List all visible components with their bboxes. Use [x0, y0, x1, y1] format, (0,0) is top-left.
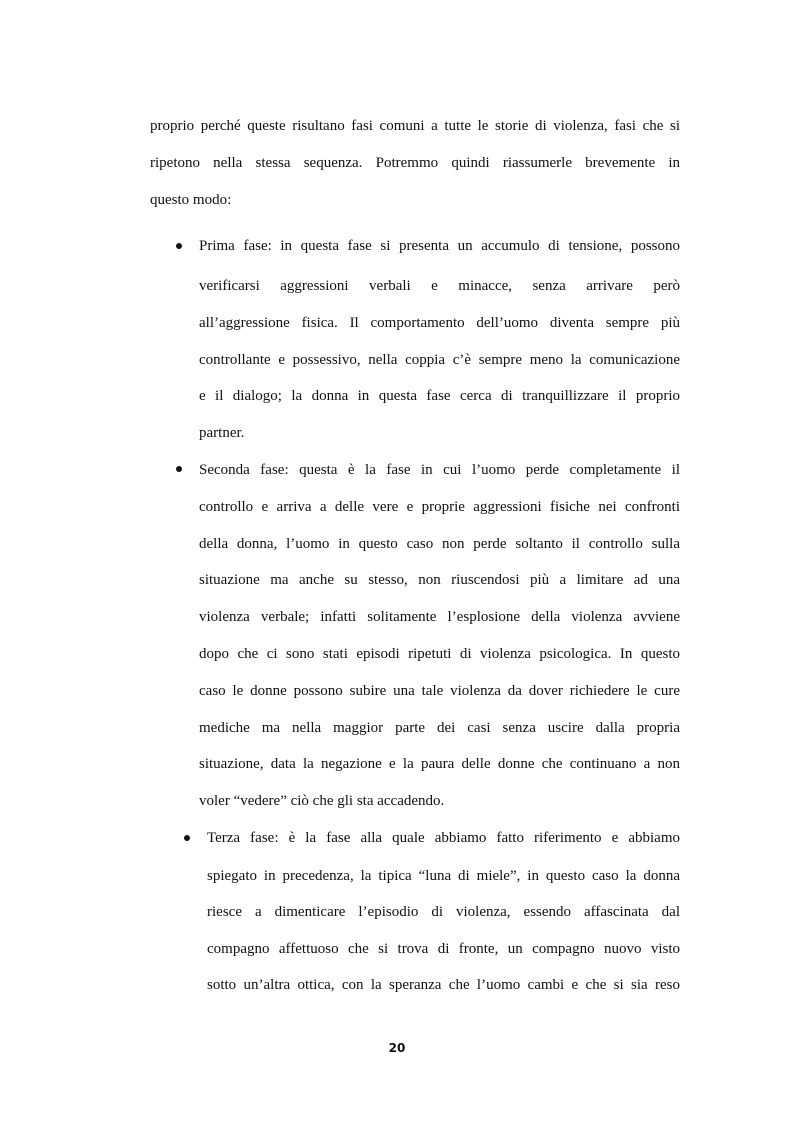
phase-1-line: partner.: [199, 425, 245, 441]
intro-line: ripetono nella stessa sequenza. Potremmo quindi riassumerle brevemente in: [150, 155, 680, 171]
phase-2-line: situazione ma anche su stesso, non riuscendosi più a limitare ad una: [199, 572, 680, 588]
phase-2-line: voler “vedere” ciò che gli sta accadendo.: [199, 793, 445, 809]
phase-2-line: Seconda fase: questa è la fase in cui l’uomo perde completamente il: [199, 462, 680, 478]
phase-2-line: mediche ma nella maggior parte dei casi senza uscire dalla propria: [199, 720, 680, 736]
phase-3-line: compagno affettuoso che si trova di fronte, un compagno nuovo visto: [207, 941, 680, 957]
phase-2-line: situazione, data la negazione e la paura delle donne che continuano a non: [199, 756, 680, 772]
intro-line: questo modo:: [150, 192, 232, 208]
phase-1-line: verificarsi aggressioni verbali e minacce, senza arrivare però: [199, 278, 680, 294]
page-number: 20: [388, 1041, 406, 1055]
phase-3-line: riesce a dimenticare l’episodio di violenza, essendo affascinata dal: [207, 904, 680, 920]
phase-3-line: spiegato in precedenza, la tipica “luna di miele”, in questo caso la donna: [207, 868, 680, 884]
phase-1-line: Prima fase: in questa fase si presenta un accumulo di tensione, possono: [199, 238, 680, 254]
phase-3-line: sotto un’altra ottica, con la speranza che l’uomo cambi e che si sia reso: [207, 977, 680, 993]
intro-line: proprio perché queste risultano fasi comuni a tutte le storie di violenza, fasi che si: [150, 118, 680, 134]
phase-2-line: della donna, l’uomo in questo caso non perde soltanto il controllo sulla: [199, 536, 680, 552]
phase-1-line: all’aggressione fisica. Il comportamento dell’uomo diventa sempre più: [199, 315, 680, 331]
bullet-icon: [176, 466, 182, 472]
bullet-icon: [176, 243, 182, 249]
phase-2-line: controllo e arriva a delle vere e proprie aggressioni fisiche nei confronti: [199, 499, 680, 515]
phase-2-line: caso le donne possono subire una tale violenza da dover richiedere le cure: [199, 683, 680, 699]
phase-3-line: Terza fase: è la fase alla quale abbiamo fatto riferimento e abbiamo: [207, 830, 680, 846]
phase-1-line: e il dialogo; la donna in questa fase cerca di tranquillizzare il proprio: [199, 388, 680, 404]
phase-2-line: violenza verbale; infatti solitamente l’esplosione della violenza avviene: [199, 609, 680, 625]
phase-1-line: controllante e possessivo, nella coppia c’è sempre meno la comunicazione: [199, 352, 680, 368]
bullet-icon: [184, 835, 190, 841]
phase-2-line: dopo che ci sono stati episodi ripetuti di violenza psicologica. In questo: [199, 646, 680, 662]
